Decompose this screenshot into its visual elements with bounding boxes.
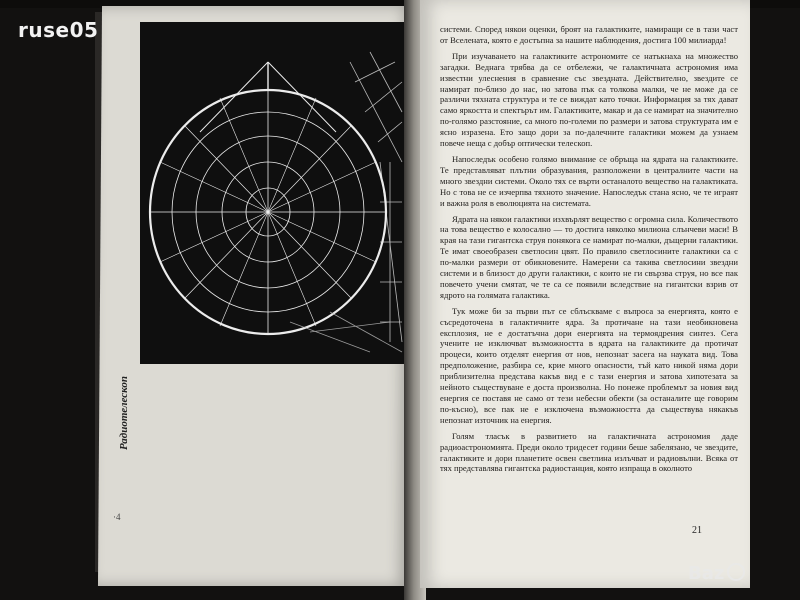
logo-mark-icon [727, 563, 745, 581]
left-page-number: ·4 [113, 512, 121, 522]
paragraph: При изучаването на галактиките астрономите се натъкнаха на множество загадки. Веднага трябва да се отбележи, че галактичната астрономия има известни улеснения в сравнение със звездната. Действително, звездите се намират по-близо до нас, но затова пък са толкова малки, че не може да се различи тяхната структура и те се виждат като точки. Информация за тях дават само яркостта и спектърът им. Галактиките, макар и да се намират на значително по-голямо разстояние, са много по-големи по размери и затова структурата им е ясно изразена. Ето защо дори за по-далечните галактики можем да узнаем повече неща с добър оптически телескоп. [440, 50, 738, 149]
page-number: 21 [692, 525, 702, 536]
radio-telescope-photo [140, 22, 414, 364]
paragraph: Ядрата на някои галактики изхвърлят вещество с огромна сила. Количеството на това вещество е колосално — то достига няколко милиона слънчеви маси! В края на тази гигантска струя понякога се намират по-малки, дъщерни галактики. Те имат своеобразен светлосин цвят. По правило светлосините галактики са с по-малки размери от обикновените. Намерени са такива светлосини звездни системи и в близост до други галактики, с които не ги свързва струя, но все пак повечето учени смятат, че те са се появили вследствие на гигантски взрив от ядрото на голямата галактика. [440, 213, 738, 300]
marketplace-logo [688, 563, 745, 584]
body-text [440, 24, 738, 479]
paragraph: Голям тласък в развитието на галактичната астрономия даде радиоастрономията. Преди около тридесет години беше забелязано, че звездите, галактиките и дори планетите освен светлина излъчват и радиовълни. Всяка от тях представлява гигантска радиостанция, която изпраща в околното [440, 430, 738, 474]
right-page [420, 0, 750, 588]
paragraph: Тук може би за първи път се сблъскваме с въпроса за енергията, която е съсредоточена в галактичните ядра. За протичане на тази необикновена експлозия, не е достатъчна дори енергията на термоядрения синтез. Сега учените не изключват възможността в ядрата на галактиките да протичат процеси, които отделят енергия от нов, непознат засега на науката вид. Това предположение, разбира се, крие много опасности, тъй като никой няма дори приблизителна представа какъв вид е с тази енергия и затова хипотезата за нейното съществуване е доста произволна. Но понеже проблемът за новия вид енергия се поставя не само от тези небесни обекти (за останалите ще говорим по-късно), все пак не е изключена възможността да съществува някакъв непознат източник на енергия. [440, 305, 738, 425]
paragraph: Напоследък особено голямо внимание се обръща на ядрата на галактиките. Те представляват плътни образувания, разположени в централните части на много звездни системи. Около тях се върти останалото вещество на галактиката. Но с това не се изчерпва тяхното значение. Напоследък стана ясно, че те играят и важна роля в еволюцията на системата. [440, 153, 738, 208]
paragraph: системи. Според някои оценки, броят на галактиките, намиращи се в тази част от Вселената, която е достъпна за нашите наблюдения, достига 100 милиарда! [440, 24, 738, 45]
photo-caption: Радиотелескоп [118, 376, 130, 450]
logo-text: Baz [688, 563, 725, 584]
seller-watermark: ruse05 [18, 18, 99, 42]
